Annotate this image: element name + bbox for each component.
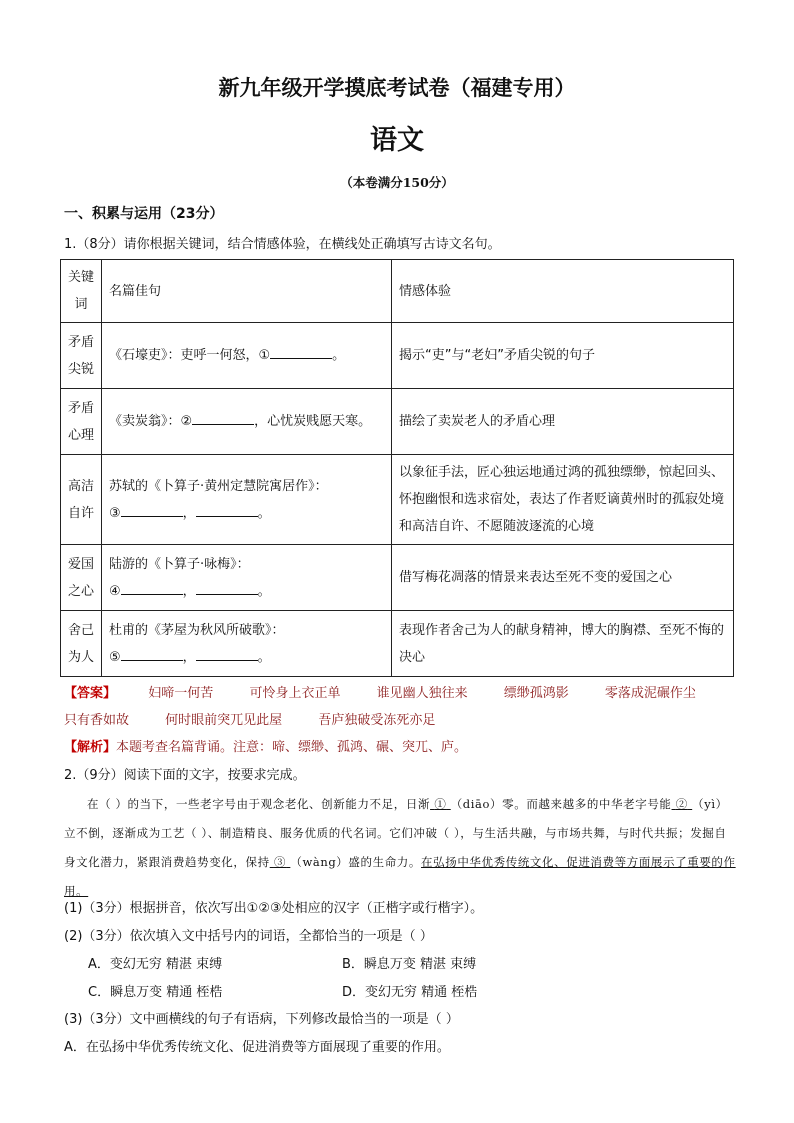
row-emotion: 以象征手法，匠心独运地通过鸿的孤独缥缈，惊起回头、怀抱幽恨和选求宿处，表达了作者贬谪黄州时的孤寂处境和高洁自许、不愿随波逐流的心境 (392, 455, 734, 545)
answer-item: 可怜身上衣正单 (249, 686, 341, 701)
sentence-text: 。 (332, 348, 346, 363)
passage-blank (270, 855, 291, 869)
row-sentence (102, 455, 392, 545)
passage-blank (672, 797, 693, 811)
passage-text: （yì）立不倒，逐渐成为工艺（ ）、制造精良、服务优质的代名词。它们冲破（ ），与生活共融，与市场共舞，与时代共振；发掘自身文化潜力，紧跟消费趋势变化，保持 (64, 797, 728, 869)
passage-text: （wàng）盛的生命力。 (290, 855, 422, 869)
analysis-label: 【解析】 (64, 740, 117, 755)
sentence-text: ， (182, 583, 196, 599)
sentence-source: 苏轼的《卜算子·黄州定慧院寓居作》： (109, 478, 328, 494)
analysis-text: 本题考查名篇背诵。注意：啼、缥缈、孤鸿、碾、突兀、庐。 (116, 740, 468, 755)
sentence-text: ，心忧炭贱愿天寒。 (254, 414, 372, 429)
passage-text: （diāo）零。而越来越多的中华老字号能 (450, 797, 672, 811)
answer-item: 零落成泥碾作尘 (604, 686, 696, 701)
answer-item: 缥缈孤鸿影 (503, 686, 569, 701)
table-row (61, 323, 734, 389)
row-emotion: 描绘了卖炭老人的矛盾心理 (392, 389, 734, 455)
full-score-note: （本卷满分150分） (340, 175, 454, 190)
sentence-source: 陆游的《卜算子·咏梅》： (109, 556, 250, 572)
sentence-text: ④ (109, 583, 121, 599)
underlined-sentence: 在弘扬中华优秀传统文化、促进消费等方面展示了重要的作用。 (64, 855, 736, 898)
subquestion-1: (1)（3分）根据拼音，依次写出①②③处相应的汉字（正楷字或行楷字）。 (64, 901, 484, 916)
option-a-q3[interactable]: A．在弘扬中华优秀传统文化、促进消费等方面展现了重要的作用。 (64, 1040, 450, 1055)
row-key: 矛盾心理 (61, 389, 102, 455)
answer-label: 【答案】 (64, 686, 117, 701)
row-emotion: 借写梅花凋落的情景来表达至死不变的爱国之心 (392, 545, 734, 611)
reading-passage (64, 790, 736, 906)
blank-number: ③ (273, 855, 287, 869)
table-row (61, 455, 734, 545)
passage-text: 在（ ）的当下，一些老字号由于观念老化、创新能力不足，日渐 (87, 797, 431, 811)
table-row (61, 545, 734, 611)
question-1-prompt: 1.（8分）请你根据关键词，结合情感体验，在横线处正确填写古诗文名句。 (64, 237, 501, 252)
fill-blank[interactable] (121, 502, 183, 517)
sentence-text: ， (182, 649, 196, 665)
option-d[interactable]: D．变幻无穷 精通 桎梏 (342, 985, 478, 1000)
row-sentence (102, 611, 392, 677)
poem-table (60, 259, 734, 677)
sentence-text: 。 (257, 583, 271, 599)
sentence-source: 杜甫的《茅屋为秋风所破歌》： (109, 622, 285, 638)
sentence-text: ③ (109, 505, 121, 521)
row-key: 高洁自许 (61, 455, 102, 545)
sentence-text: 。 (257, 649, 271, 665)
option-c[interactable]: C．瞬息万变 精通 桎梏 (88, 985, 223, 1000)
row-sentence (102, 389, 392, 455)
header-emotion: 情感体验 (392, 260, 734, 323)
row-emotion: 表现作者舍己为人的献身精神，博大的胸襟、至死不悔的决心 (392, 611, 734, 677)
section-heading: 一、积累与运用（23分） (64, 206, 224, 222)
answer-item: 谁见幽人独往来 (376, 686, 468, 701)
answer-item: 吾庐独破受冻死亦足 (318, 713, 436, 728)
blank-number: ① (434, 797, 447, 811)
passage-blank (430, 797, 451, 811)
fill-blank[interactable] (196, 502, 258, 517)
fill-blank[interactable] (121, 580, 183, 595)
question-2-prompt: 2.（9分）阅读下面的文字，按要求完成。 (64, 768, 306, 783)
subquestion-2: (2)（3分）依次填入文中括号内的词语，全都恰当的一项是（ ） (64, 929, 433, 944)
fill-blank[interactable] (196, 580, 258, 595)
exam-title: 新九年级开学摸底考试卷（福建专用） (218, 75, 576, 100)
row-key: 爱国之心 (61, 545, 102, 611)
fill-blank[interactable] (196, 646, 258, 661)
fill-blank[interactable] (121, 646, 183, 661)
fill-blank[interactable] (192, 410, 254, 425)
answer-item: 妇啼一何苦 (148, 686, 214, 701)
header-key: 关键词 (61, 260, 102, 323)
table-row (61, 611, 734, 677)
answer-item: 只有香如故 (64, 713, 130, 728)
sentence-text: 。 (257, 505, 271, 521)
option-b[interactable]: B．瞬息万变 精湛 束缚 (342, 957, 477, 972)
row-sentence (102, 545, 392, 611)
sentence-text: 《卖炭翁》：② (109, 414, 193, 429)
answer-block (64, 680, 734, 734)
analysis-block (64, 736, 734, 755)
row-key: 舍己为人 (61, 611, 102, 677)
answer-item: 何时眼前突兀见此屋 (165, 713, 283, 728)
subquestion-3: (3)（3分）文中画横线的句子有语病，下列修改最恰当的一项是（ ） (64, 1012, 459, 1027)
row-sentence (102, 323, 392, 389)
fill-blank[interactable] (270, 344, 332, 359)
row-emotion: 揭示“吏”与“老妇”矛盾尖锐的句子 (392, 323, 734, 389)
table-row (61, 389, 734, 455)
sentence-text: ⑤ (109, 649, 121, 665)
table-header-row (61, 260, 734, 323)
subject-title: 语文 (370, 125, 424, 156)
row-key: 矛盾尖锐 (61, 323, 102, 389)
blank-number: ② (675, 797, 688, 811)
option-a[interactable]: A．变幻无穷 精湛 束缚 (88, 957, 223, 972)
sentence-text: 《石壕吏》：吏呼一何怒，① (109, 348, 271, 363)
sentence-text: ， (182, 505, 196, 521)
header-sentence: 名篇佳句 (102, 260, 392, 323)
